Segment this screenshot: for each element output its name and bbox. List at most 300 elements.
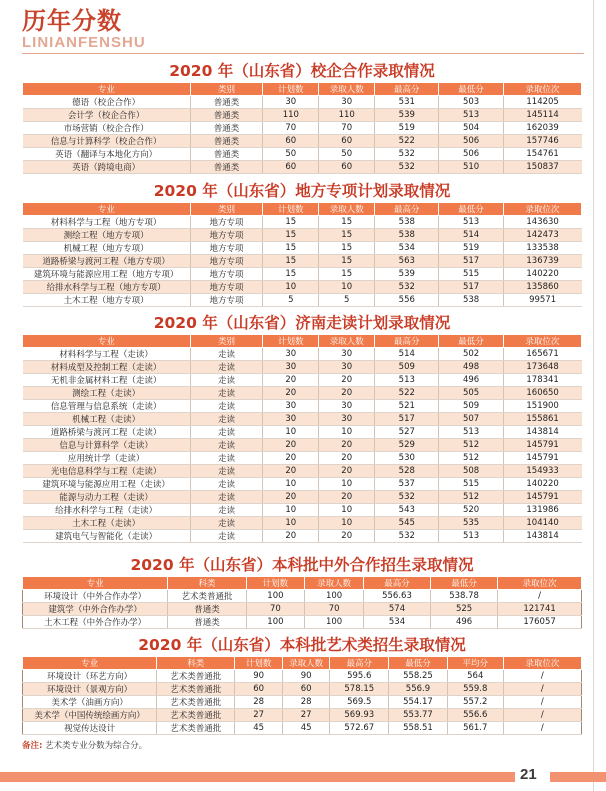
table-cell: 艺术类普通批 [157, 696, 235, 709]
table-cell: 504 [439, 122, 503, 135]
table-cell: 美术学（中国传统绘画方向） [23, 709, 157, 722]
table-cell: 走读 [190, 530, 263, 543]
table-cell: 艺术类普通批 [157, 670, 235, 683]
table-cell: / [503, 683, 581, 696]
table-cell: 578.15 [330, 683, 389, 696]
table-cell: 建筑环境与能源应用工程（走读） [23, 478, 191, 491]
table-cell: 505 [439, 387, 503, 400]
table-cell: 155861 [503, 413, 581, 426]
table-cell: 走读 [190, 478, 263, 491]
table-row [23, 255, 582, 268]
table-row [23, 122, 582, 135]
table-cell: 10 [263, 281, 319, 294]
table-cell: 131986 [503, 504, 581, 517]
column-header: 专业 [23, 83, 191, 96]
column-header: 专业 [23, 335, 191, 348]
footnote-label: 备注: [22, 741, 43, 751]
table-cell: 道路桥梁与渡河工程（地方专项） [23, 255, 191, 268]
table-cell: 143630 [503, 216, 581, 229]
table-cell: 20 [263, 374, 319, 387]
table-cell: 514 [439, 229, 503, 242]
table-cell: 地方专项 [190, 255, 263, 268]
table-cell: 信息管理与信息系统（走读） [23, 400, 191, 413]
column-header: 平均分 [447, 657, 503, 670]
table-cell: 114205 [503, 96, 581, 109]
table-cell: 艺术类普通批 [157, 722, 235, 735]
table-cell: 15 [263, 242, 319, 255]
table-cell: 地方专项 [190, 242, 263, 255]
table-cell: 20 [319, 530, 375, 543]
table-row [23, 465, 582, 478]
table-cell: 521 [375, 400, 439, 413]
table-cell: 视觉传达设计 [23, 722, 157, 735]
table-cell: 5 [319, 294, 375, 307]
table-cell: 512 [439, 452, 503, 465]
table-cell: 572.67 [330, 722, 389, 735]
data-table [22, 334, 582, 543]
table-cell: 503 [439, 96, 503, 109]
table-cell: 532 [375, 281, 439, 294]
table-cell: 地方专项 [190, 281, 263, 294]
table-cell: 普通类 [190, 122, 263, 135]
table-cell: 517 [439, 255, 503, 268]
table-cell: 28 [282, 696, 330, 709]
table-cell: 509 [439, 400, 503, 413]
table-cell: 走读 [190, 413, 263, 426]
table-cell: 土木工程（走读） [23, 517, 191, 530]
table-cell: 普通类 [190, 135, 263, 148]
data-table [22, 576, 582, 629]
section-school-enterprise [22, 60, 582, 174]
table-cell: 165671 [503, 348, 581, 361]
table-cell: 30 [319, 400, 375, 413]
table-cell: 143814 [503, 530, 581, 543]
section-title: 2020 年（山东省）地方专项计划录取情况 [153, 182, 451, 200]
section-jinan-commute [22, 312, 582, 543]
table-cell: 558.51 [389, 722, 448, 735]
table-cell: 532 [375, 530, 439, 543]
table-cell: 532 [375, 161, 439, 174]
table-cell: 595.6 [330, 670, 389, 683]
table-cell: / [503, 722, 581, 735]
table-cell: 15 [263, 216, 319, 229]
table-cell: 走读 [190, 504, 263, 517]
table-cell: 艺术类普通批 [157, 683, 235, 696]
table-cell: 走读 [190, 348, 263, 361]
column-header: 专业 [23, 203, 191, 216]
table-cell: 27 [282, 709, 330, 722]
table-cell: 507 [439, 413, 503, 426]
section-arts [22, 634, 582, 735]
table-cell: 519 [375, 122, 439, 135]
table-cell: 10 [263, 504, 319, 517]
table-cell: 513 [439, 109, 503, 122]
table-row [23, 590, 582, 603]
table-cell: 508 [439, 465, 503, 478]
table-cell: 地方专项 [190, 268, 263, 281]
table-cell: 525 [431, 603, 498, 616]
table-cell: 20 [263, 452, 319, 465]
table-cell: 英语（跨境电商） [23, 161, 191, 174]
column-header: 计划数 [263, 83, 319, 96]
table-row [23, 616, 582, 629]
table-cell: 140220 [503, 268, 581, 281]
table-cell: 178341 [503, 374, 581, 387]
table-cell: 162039 [503, 122, 581, 135]
table-cell: 20 [263, 491, 319, 504]
table-row [23, 135, 582, 148]
section-title: 2020 年（山东省）校企合作录取情况 [169, 62, 435, 80]
table-row [23, 670, 582, 683]
table-cell: 529 [375, 439, 439, 452]
table-cell: 30 [263, 413, 319, 426]
table-cell: / [503, 696, 581, 709]
table-cell: 30 [319, 96, 375, 109]
column-header: 录取位次 [503, 203, 581, 216]
table-cell: 走读 [190, 517, 263, 530]
table-row [23, 530, 582, 543]
page-title: 历年分数 [22, 7, 122, 35]
table-cell: 地方专项 [190, 294, 263, 307]
table-cell: 普通类 [168, 603, 246, 616]
table-cell: 531 [375, 96, 439, 109]
table-cell: 环境设计（景观方向） [23, 683, 157, 696]
table-cell: 50 [319, 148, 375, 161]
table-cell: 517 [375, 413, 439, 426]
table-row [23, 242, 582, 255]
table-cell: 520 [439, 504, 503, 517]
table-cell: 133538 [503, 242, 581, 255]
table-cell: 538.78 [431, 590, 498, 603]
table-cell: 走读 [190, 426, 263, 439]
table-cell: 15 [319, 229, 375, 242]
table-cell: 519 [439, 242, 503, 255]
table-cell: 145114 [503, 109, 581, 122]
table-cell: 528 [375, 465, 439, 478]
table-cell: 522 [375, 135, 439, 148]
table-cell: 554.17 [389, 696, 448, 709]
table-header-row [23, 577, 582, 590]
table-cell: 537 [375, 478, 439, 491]
table-row [23, 452, 582, 465]
table-cell: 173648 [503, 361, 581, 374]
table-row [23, 603, 582, 616]
column-header: 最低分 [431, 577, 498, 590]
table-cell: 157746 [503, 135, 581, 148]
table-cell: 45 [282, 722, 330, 735]
table-cell: 90 [235, 670, 283, 683]
table-cell: 45 [235, 722, 283, 735]
table-cell: 506 [439, 135, 503, 148]
column-header: 录取人数 [282, 657, 330, 670]
table-cell: 556.9 [389, 683, 448, 696]
table-cell: 28 [235, 696, 283, 709]
table-cell: 561.7 [447, 722, 503, 735]
table-cell: 60 [263, 161, 319, 174]
table-cell: 测绘工程（走读） [23, 387, 191, 400]
table-cell: 普通类 [190, 109, 263, 122]
table-cell: 70 [263, 122, 319, 135]
column-header: 科类 [168, 577, 246, 590]
table-cell: 530 [375, 452, 439, 465]
table-cell: 517 [439, 281, 503, 294]
column-header: 最低分 [439, 335, 503, 348]
table-cell: 151900 [503, 400, 581, 413]
table-cell: 信息与计算科学（校企合作） [23, 135, 191, 148]
table-cell: 能源与动力工程（走读） [23, 491, 191, 504]
table-cell: 70 [319, 122, 375, 135]
column-header: 专业 [23, 657, 157, 670]
table-cell: 532 [375, 148, 439, 161]
table-cell: 建筑电气与智能化（走读） [23, 530, 191, 543]
table-cell: 20 [263, 439, 319, 452]
table-cell: 513 [439, 530, 503, 543]
table-cell: 513 [439, 426, 503, 439]
column-header: 计划数 [263, 335, 319, 348]
table-cell: 145791 [503, 491, 581, 504]
table-cell: 机械工程（地方专项） [23, 242, 191, 255]
column-header: 录取人数 [319, 83, 375, 96]
table-cell: / [498, 590, 582, 603]
table-cell: 90 [282, 670, 330, 683]
table-cell: 走读 [190, 439, 263, 452]
table-cell: 30 [263, 348, 319, 361]
table-cell: 材料科学与工程（地方专项） [23, 216, 191, 229]
column-header: 录取位次 [503, 83, 581, 96]
table-cell: 20 [319, 439, 375, 452]
table-cell: 145791 [503, 439, 581, 452]
table-cell: 10 [319, 517, 375, 530]
table-cell: 104140 [503, 517, 581, 530]
page-header [22, 6, 146, 50]
table-cell: 509 [375, 361, 439, 374]
table-cell: 513 [375, 374, 439, 387]
table-header-row [23, 203, 582, 216]
table-row [23, 281, 582, 294]
table-header-row [23, 83, 582, 96]
section-title: 2020 年（山东省）本科批艺术类招生录取情况 [138, 636, 466, 654]
table-row [23, 504, 582, 517]
table-cell: 154761 [503, 148, 581, 161]
footnote [22, 739, 147, 751]
table-cell: 20 [319, 387, 375, 400]
table-cell: 510 [439, 161, 503, 174]
table-cell: 30 [263, 96, 319, 109]
table-cell: 539 [375, 109, 439, 122]
table-cell: 20 [263, 530, 319, 543]
column-header: 计划数 [246, 577, 305, 590]
table-cell: 512 [439, 439, 503, 452]
column-header: 录取人数 [305, 577, 364, 590]
table-cell: 给排水科学与工程（走读） [23, 504, 191, 517]
table-body [23, 348, 582, 543]
table-cell: 502 [439, 348, 503, 361]
table-cell: 506 [439, 148, 503, 161]
table-cell: 60 [319, 135, 375, 148]
table-cell: 10 [263, 426, 319, 439]
table-cell: 515 [439, 478, 503, 491]
table-cell: 材料科学与工程（走读） [23, 348, 191, 361]
table-body [23, 590, 582, 629]
table-row [23, 109, 582, 122]
table-cell: 569.5 [330, 696, 389, 709]
table-cell: 515 [439, 268, 503, 281]
table-row [23, 696, 582, 709]
column-header: 录取人数 [319, 335, 375, 348]
table-body [23, 670, 582, 735]
table-cell: 15 [319, 242, 375, 255]
table-cell: 艺术类普通批 [157, 709, 235, 722]
data-table [22, 202, 582, 307]
section-sino-foreign [22, 554, 582, 629]
table-cell: 100 [305, 616, 364, 629]
table-cell: 142473 [503, 229, 581, 242]
table-row [23, 683, 582, 696]
table-cell: 176057 [498, 616, 582, 629]
table-row [23, 491, 582, 504]
page-edge-line [593, 0, 594, 791]
column-header: 最高分 [363, 577, 430, 590]
table-cell: 110 [319, 109, 375, 122]
column-header: 最高分 [375, 203, 439, 216]
table-cell: 应用统计学（走读） [23, 452, 191, 465]
table-cell: 测绘工程（地方专项） [23, 229, 191, 242]
table-cell: 建筑环境与能源应用工程（地方专项） [23, 268, 191, 281]
table-cell: 121741 [498, 603, 582, 616]
table-cell: 走读 [190, 374, 263, 387]
table-row [23, 294, 582, 307]
table-cell: 土木工程（中外合作办学） [23, 616, 168, 629]
table-cell: 574 [363, 603, 430, 616]
table-cell: 20 [263, 387, 319, 400]
column-header: 最低分 [439, 203, 503, 216]
header-divider [22, 53, 584, 54]
column-header: 最高分 [330, 657, 389, 670]
table-cell: 机械工程（走读） [23, 413, 191, 426]
column-header: 最低分 [439, 83, 503, 96]
table-cell: 154933 [503, 465, 581, 478]
table-cell: / [503, 709, 581, 722]
table-cell: 50 [263, 148, 319, 161]
footer-bar-right [550, 772, 606, 782]
table-cell: 10 [319, 504, 375, 517]
table-cell: 556 [375, 294, 439, 307]
table-cell: 地方专项 [190, 229, 263, 242]
table-cell: 10 [263, 517, 319, 530]
table-cell: 512 [439, 491, 503, 504]
table-cell: 563 [375, 255, 439, 268]
table-cell: 534 [375, 242, 439, 255]
table-cell: 10 [319, 281, 375, 294]
table-cell: 556.6 [447, 709, 503, 722]
table-row [23, 348, 582, 361]
table-cell: 艺术类普通批 [168, 590, 246, 603]
column-header: 计划数 [263, 203, 319, 216]
table-row [23, 161, 582, 174]
table-cell: 496 [439, 374, 503, 387]
column-header: 录取位次 [503, 657, 581, 670]
table-cell: 30 [319, 413, 375, 426]
table-row [23, 148, 582, 161]
table-row [23, 709, 582, 722]
table-cell: 150837 [503, 161, 581, 174]
table-body [23, 96, 582, 174]
table-cell: 60 [282, 683, 330, 696]
table-cell: 60 [263, 135, 319, 148]
table-cell: 走读 [190, 452, 263, 465]
table-row [23, 439, 582, 452]
table-cell: 普通类 [168, 616, 246, 629]
table-cell: 70 [305, 603, 364, 616]
table-cell: 走读 [190, 361, 263, 374]
table-cell: 英语（翻译与本地化方向） [23, 148, 191, 161]
table-cell: 527 [375, 426, 439, 439]
table-cell: 20 [319, 491, 375, 504]
table-cell: 140220 [503, 478, 581, 491]
table-cell: 走读 [190, 387, 263, 400]
table-row [23, 216, 582, 229]
table-cell: / [503, 670, 581, 683]
table-cell: 538 [375, 229, 439, 242]
table-cell: 60 [319, 161, 375, 174]
column-header: 录取位次 [498, 577, 582, 590]
table-cell: 27 [235, 709, 283, 722]
table-cell: 环境设计（环艺方向） [23, 670, 157, 683]
table-cell: 543 [375, 504, 439, 517]
table-cell: 100 [246, 616, 305, 629]
table-cell: 10 [263, 478, 319, 491]
table-header-row [23, 335, 582, 348]
column-header: 录取人数 [319, 203, 375, 216]
table-cell: 110 [263, 109, 319, 122]
column-header: 类别 [190, 335, 263, 348]
table-cell: 545 [375, 517, 439, 530]
table-row [23, 400, 582, 413]
footer-bar-left [0, 772, 515, 782]
table-cell: 556.63 [363, 590, 430, 603]
section-local-special [22, 180, 582, 307]
column-header: 科类 [157, 657, 235, 670]
table-cell: 20 [319, 374, 375, 387]
table-cell: 10 [319, 426, 375, 439]
data-table [22, 656, 582, 735]
table-row [23, 478, 582, 491]
column-header: 最高分 [375, 335, 439, 348]
table-cell: 559.8 [447, 683, 503, 696]
table-cell: 建筑学（中外合作办学） [23, 603, 168, 616]
table-row [23, 722, 582, 735]
table-row [23, 426, 582, 439]
column-header: 计划数 [235, 657, 283, 670]
table-cell: 558.25 [389, 670, 448, 683]
table-cell: 15 [319, 216, 375, 229]
table-cell: 534 [363, 616, 430, 629]
table-cell: 522 [375, 387, 439, 400]
column-header: 最低分 [389, 657, 448, 670]
table-cell: 143814 [503, 426, 581, 439]
table-cell: 100 [246, 590, 305, 603]
table-cell: 15 [263, 268, 319, 281]
table-cell: 普通类 [190, 96, 263, 109]
table-cell: 20 [319, 452, 375, 465]
table-cell: 564 [447, 670, 503, 683]
table-cell: 10 [319, 478, 375, 491]
table-cell: 569.93 [330, 709, 389, 722]
table-cell: 走读 [190, 491, 263, 504]
section-title: 2020 年（山东省）济南走读计划录取情况 [153, 314, 451, 332]
table-row [23, 229, 582, 242]
table-cell: 20 [263, 465, 319, 478]
